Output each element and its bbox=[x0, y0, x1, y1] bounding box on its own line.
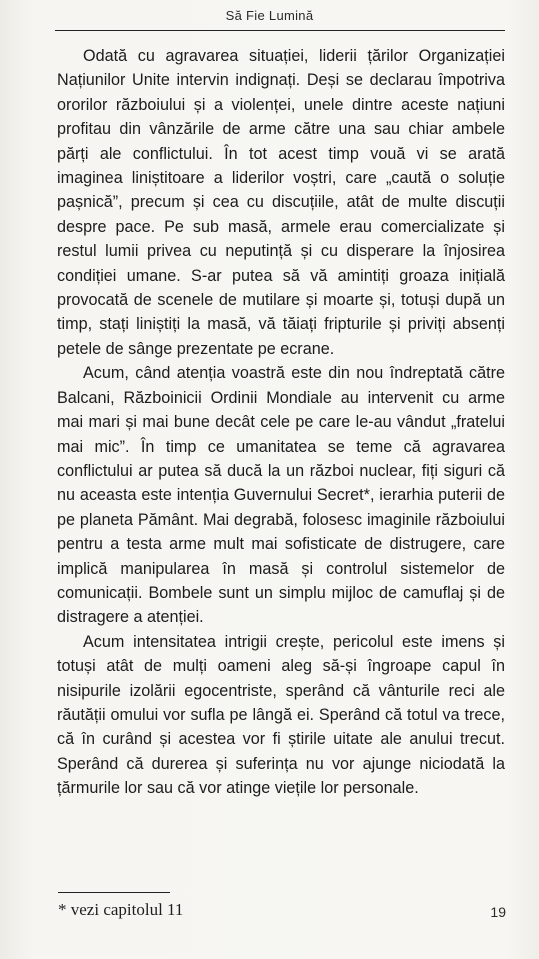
footnote: * vezi capitolul 11 bbox=[58, 900, 184, 919]
header-rule bbox=[55, 30, 505, 31]
page-number: 19 bbox=[490, 904, 506, 920]
running-header-title: Să Fie Lumină bbox=[225, 8, 314, 23]
body-text bbox=[57, 44, 505, 801]
paragraph-3: Acum intensitatea intrigii crește, pericolul este imens și totuși atât de mulți oameni aleg să-și îngroape capul în nisipurile izolării egocentriste, sperând că vânturile reci ale răutății omului vor sufla pe lângă ei. Sperând că totul va trece, că în curând și acestea vor fi știrile uitate ale anului trecut. Sperând că durerea și suferința nu vor ajunge niciodată la țărmurile lor sau că vor atinge viețile lor personale. bbox=[57, 632, 505, 798]
paragraph-1: Odată cu agravarea situației, liderii țărilor Organizației Națiunilor Unite intervin indignați. Deși se declarau împotriva ororilor războiului și a violenței, unele dintre aceste națiuni profitau din vânzările de arme către una sau chiar ambele părți ale conflictului. În tot acest timp vouă vi se arată imaginea liniștitoare a liderilor voștri, care „caută o soluție pașnică”, precum și cea cu discuțiile, atât de multe discuții despre pace. Pe sub masă, armele erau comercializate și restul lumii privea cu neputință și cu disperare la înjosirea condiției umane. S-ar putea să vă amintiți groaza inițială provocată de scenele de mutilare și moarte și, totuși după un timp, stați liniștiți la masă, vă tăiați fripturile și priviți absenți petele de sânge prezentate pe ecrane. bbox=[57, 47, 505, 358]
footnote-rule bbox=[58, 892, 170, 893]
paragraph-2: Acum, când atenția voastră este din nou îndreptată către Balcani, Războinicii Ordinii Mondiale au intervenit cu arme mai mari și mai bune decât cele pe care le-au vândut „fratelui mai mic”. În timp ce umanitatea se teme că agravarea conflictului ar putea să ducă la un război nuclear, fiți siguri că nu aceasta este intenția Guvernului Secret*, ierarhia puterii de pe planeta Pământ. Mai degrabă, folosesc imaginile războiului pentru a testa arme mult mai sofisticate de distrugere, care implică manipularea în masă și controlul sistemelor de comunicații. Bombele sunt un simplu mijloc de camuflaj și de distragere a atenției. bbox=[57, 364, 505, 627]
